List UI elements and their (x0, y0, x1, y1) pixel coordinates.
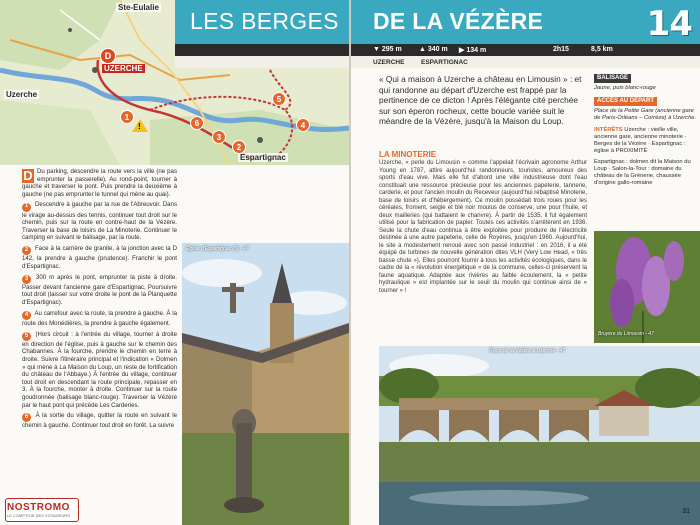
section-title: LA MINOTERIE (379, 150, 437, 159)
map-label-uzerche-start: UZERCHE (104, 64, 143, 73)
church-photo-caption: Église d'Espartignac (5) - 47 (186, 246, 249, 252)
step-start (22, 168, 177, 198)
stats-bar (351, 44, 700, 56)
bridge-photo (379, 346, 700, 525)
interets-text: Uzerche : vieille ville, ancienne gare, ancienne minoterie · Berges de la Vézère · Espartignac : église à PROXIMITÉ (594, 127, 687, 154)
step-6 (22, 412, 177, 430)
info-sidebar (594, 74, 698, 191)
place-end: ESPARTIGNAC (421, 59, 468, 66)
step-marker-5: 5 (22, 332, 31, 341)
body-text: Uzerche, « perle du Limousin » comme l'appelait l'écrivain agronome Arthur Young en 1787, attire aujourd'hui randonneurs, touristes, amoureux des sports d'eau vive. Mais elle fut d'abord une ville industrieuse dont l'eau constituait une ressource précieuse pour les anciennes papeterie, tannerie, carderie, et pour l'ancien moulin du Receveur (aujourd'hui rebaptisé Minoterie, base de loisirs et d'hébergement). Ce moulin possédait trois roues pour les céréales, froment, seigle et blé noir moulus de conserve, une pour l'huile, et deux mailleries (qui battaient le chanvre). À partir de 1535, il fut également utilisé pour la fabrication de papier. Toutes ces activités s'arrêtèrent en 1936. Seule la chute d'eau continua à être exploitée pour produire de l'électricité destinée à une autre papeterie, celle de Royères, jusqu'en 1960. Aujourd'hui, le site a modestement renoué avec son passé industriel : en 2016, il a été équipé de turbines de nouvelle génération dites VLH (Very Low Head, « très basse chute »). Elles pourront fournir à tous les activités écologiques, dans le cadre de la « révolution énergétique » de la commune, celles-ci préservent la faune aquatique. Adaptée aux rivières au faible écoulement, la « petite hydraulique » est implantée sur le seuil du moulin qui continue ainsi de « tourner » ! (379, 160, 587, 294)
step-1 (22, 201, 177, 242)
heather-photo-caption: Bruyère du Limousin - 47 (598, 331, 654, 337)
place-bar (351, 56, 700, 68)
intro-text: « Qui a maison à Uzerche a château en Limousin » : et qui randonne au départ d'Uzerche est frappé par la pertinence de ce dicton ! Après l'élégante cité perchée sur son éperon rocheux, cette boucle variée suit le méandre de la Vézère, jusqu'à la Maison du Loup. (379, 74, 582, 126)
step-3 (22, 274, 177, 307)
map-pin-4: 4 (296, 118, 310, 132)
stat-descent-value: 134 m (466, 47, 487, 54)
heather-photo-graphic (594, 231, 700, 343)
balisage-tag: BALISAGE (594, 74, 631, 83)
place-start: UZERCHE (373, 59, 405, 66)
acces-tag: ACCÈS AU DÉPART (594, 97, 657, 106)
acces-block (594, 97, 698, 122)
bridge-photo-caption: Rives de la Vézère à Uzerche - 47 (489, 348, 566, 354)
step-marker-1: 1 (22, 203, 31, 212)
stat-duration: 2h15 (553, 46, 569, 53)
acces-text: Place de la Petite Gare (ancienne gare de Paris-Orléans – Corrèze) à Uzerche. (594, 108, 697, 121)
map-pin-2: 2 (232, 140, 246, 154)
stat-altitude-value: 295 m (381, 46, 402, 53)
stat-ascent-value: 340 m (427, 46, 448, 53)
title-main: DE LA VÉZÈRE (373, 8, 544, 34)
step-text-start: Du parking, descendre la route vers la ville (ne pas emprunter la passerelle). Au rond-point, tourner à gauche et traverser le pont. Puis prendre la deuxième à gauche (ne pas emprunter le tunnel qui mène au quai). (22, 168, 177, 198)
proximite-text: Espartignac : dolmen dit la Maison du Loup · Salon-la-Tour : domaine du château de la Grènerie, chaussée d'origine gallo-romaine (594, 159, 691, 186)
step-2 (22, 245, 177, 270)
page-number: 31 (682, 508, 690, 515)
map-pin-5: 5 (272, 92, 286, 106)
right-page (351, 0, 700, 525)
left-page (0, 0, 349, 525)
stat-distance: 8,5 km (591, 46, 613, 53)
step-text-5: (Hors circuit : à l'entrée du village, tourner à droite en direction de l'église, puis à gauche sur le chemin des Chabannes. À la fourche, prendre le chemin en terre à droite. Suivre l'itinéraire principal et l'indication « Dolmen » qui mène à La Maison du Loup, un reste de fortification du château de l'Abbaye.) À l'entrée du village, continuer tout droit en descendant la route principale, repasser en 3. À la fourche, monter à droite. Continuer sur la route goudronnée (balisage blanc-rouge). Traverser la Vézère par le haut pont qui précède Les Carderies. (22, 330, 177, 409)
step-marker-3: 3 (22, 275, 31, 284)
church-photo-graphic (182, 243, 349, 525)
step-text-2: Face à la carrière de granite, à la jonction avec la D 142, la prendre à gauche (prudence). Franchir le pont d'Espartignac. (22, 245, 177, 270)
proximite-block (594, 159, 698, 187)
bridge-photo-graphic (379, 346, 700, 525)
balisage-block (594, 74, 698, 92)
step-marker-4: 4 (22, 311, 31, 320)
map-pin-1: 1 (120, 110, 134, 124)
route-number: 14 (646, 4, 692, 44)
title-lead: LES BERGES (190, 8, 339, 34)
warning-mark-icon: ! (138, 122, 141, 131)
map-label-uzerche: Uzerche (6, 90, 38, 99)
stat-descent: ▶ 134 m (459, 47, 487, 54)
place-bar-left (175, 56, 349, 68)
step-text-4: Au carrefour avec la route, la prendre à gauche. À la route des Monédières, la prendre à gauche également. (22, 309, 177, 327)
step-text-6: À la sortie du village, quitter la route en suivant le chemin à gauche. Continuer tout droit en forêt. La suivre (22, 412, 177, 430)
map-label-ste-eulalie: Ste-Eulalie (118, 3, 159, 12)
nostromo-logo (3, 498, 79, 522)
step-text-1: Descendre à gauche par la rue de l'Abreuvoir. Dans le virage au-dessus des tennis, continuer tout droit sur le chemin, puis sur la route en contre-haut de la Vézère. Traverser la base de loisirs de La Minoterie. Continuer le camping en suivant le balisage, par la route. (22, 201, 177, 242)
map-pin-start: D (100, 48, 116, 64)
step-marker-6: 6 (22, 413, 31, 422)
step-marker-2: 2 (22, 246, 31, 255)
balisage-text: Jaune, puis blanc-rouge (594, 85, 656, 91)
map-label-espartignac: Espartignac (240, 153, 286, 162)
stats-bar-left (175, 44, 349, 56)
map-pin-6: 6 (190, 116, 204, 130)
logo-subtitle: LE COMPTOIR DES VOYAGEURS (7, 513, 70, 518)
interets-block (594, 127, 698, 155)
stat-ascent: ▲ 340 m (419, 46, 448, 53)
church-photo (182, 243, 349, 525)
heather-photo (594, 231, 700, 343)
interets-heading: INTÉRÊTS (594, 127, 623, 133)
stat-altitude: ▼ 295 m (373, 46, 402, 53)
step-4 (22, 310, 177, 328)
step-text-3: 300 m après le pont, emprunter la piste à droite. Passer devant l'ancienne gare d'Espartignac. Poursuivre tout droit (laisser sur votre droite le pont de la Planquette d'Espartignac). (22, 273, 177, 307)
map-pin-3: 3 (212, 130, 226, 144)
step-5 (22, 331, 177, 410)
step-marker-start: D (23, 168, 33, 184)
logo-title: NOSTROMO (7, 502, 70, 513)
directions-text (22, 168, 177, 433)
